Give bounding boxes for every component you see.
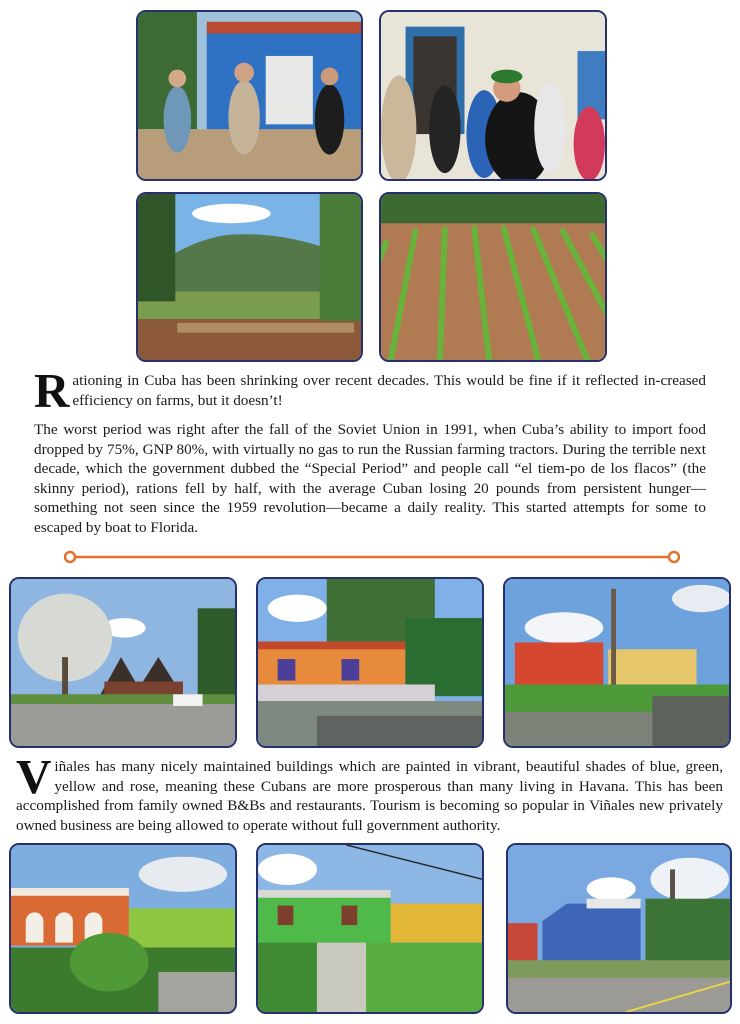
photo-thatched-restaurant — [9, 577, 237, 748]
photo-orange-arched-house — [9, 843, 237, 1014]
vinales-paragraph — [16, 749, 723, 835]
section-divider — [64, 550, 680, 564]
photo-orange-house-fence — [256, 577, 484, 748]
photo-blue-house-road — [506, 843, 732, 1014]
intro-text: ationing in Cuba has been shrinking over recent decades. This would be fine if it reflected in-creased efficiency on farms, but it doesn’t! — [72, 372, 706, 409]
photo-green-house-stairs — [256, 843, 484, 1014]
photo-farmers-walking — [136, 10, 363, 181]
photo-handshake — [379, 10, 607, 181]
intro-paragraph — [34, 363, 706, 418]
body-paragraph — [34, 420, 706, 537]
intro-dropcap: R — [34, 363, 70, 418]
vinales-dropcap: V — [16, 749, 52, 804]
vinales-text: iñales has many nicely maintained buildings which are painted in vibrant, beautiful shades of blue, green, yellow and rose, meaning these Cubans are more prosperous than many living in Havana. This has been accomplished from family owned B&Bs and restaurants. Tourism is becoming so popular in Viñales new privately owned business are being allowed to operate without full government authority. — [16, 758, 723, 834]
body-text: The worst period was right after the fall of the Soviet Union in 1991, when Cuba’s ability to import food dropped by 75%, GNP 80%, with virtually no gas to run the Russian farming tractors. During the terrible next decade, which the government dubbed the “Special Period” and people call “el tiem-po de los flacos” (the skinny period), rations fell by half, with the average Cuban losing 20 pounds from persistent hunger—something not seen since the 1959 revolution—became a daily reality. This started attempts for some to escaped by boat to Florida. — [34, 421, 706, 536]
photo-red-house-lawn — [503, 577, 731, 748]
photo-tobacco-field — [379, 192, 607, 362]
photo-valley-mountains — [136, 192, 363, 362]
